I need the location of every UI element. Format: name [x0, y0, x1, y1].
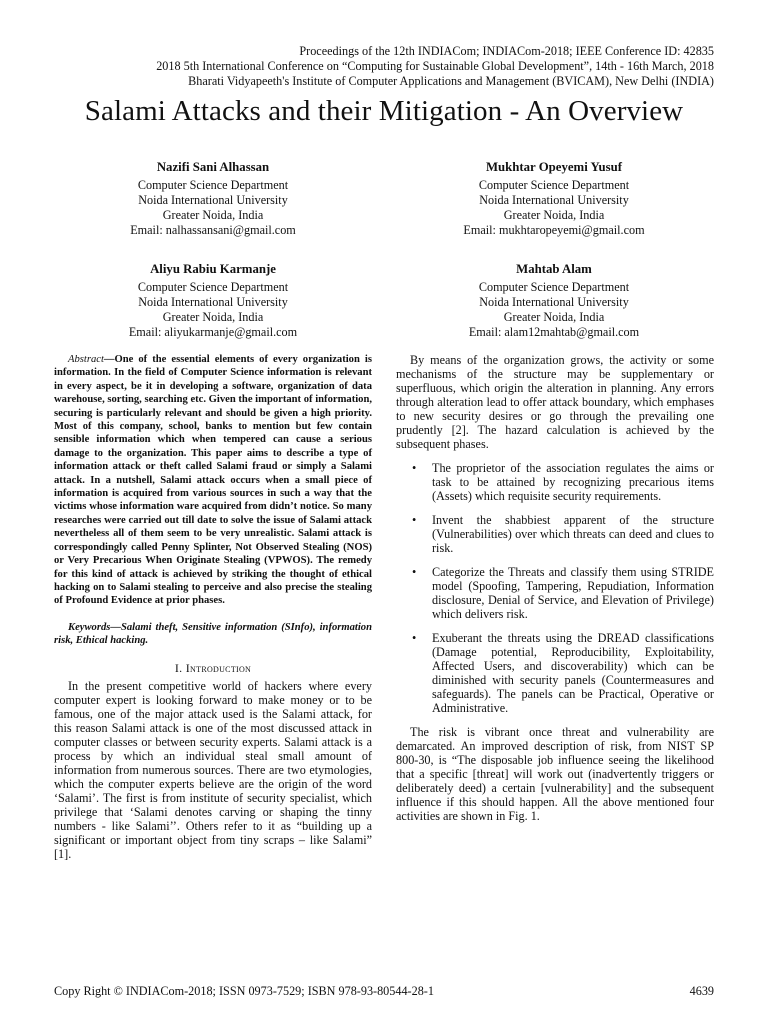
abstract-text: —One of the essential elements of every organization is information. In the field of Computer Science information is relevant in every aspect, be it in developing a software, organization of data warehouse, sorting, searching etc. Given the important of information, securing is particularly relevant and should be given a high priority. Most of this company, school, banks to mention but few contain sensible information which when tempered can cause a serious damage to the organization. This paper aims to describe a type of information attack or theft called Salami fraud or simply a Salami attack. In a nutshell, Salami attack occurs when a small piece of information is acquired from various sources in such a way that the victims whose information ware acquired from didn’t notice. So many researches were carried out till date to solve the issue of Salami attack nevertheless all of them seem to be very unrealistic. Salami attack is correspondingly called Penny Splinter, Not Observed Stealing (NOS) or Very Precarious When Originate Stealing (VPWOS). The remedy for this kind of attack is achieved by striking the thought of ethical hacking on to Salami stealing to perceive and also precise the stealing of Profound Evidence at prior phases.	[54, 354, 372, 607]
keywords: Keywords—Salami theft, Sensitive information (SInfo), information risk, Ethical hacking.	[54, 621, 372, 647]
copyright-footer: Copy Right © INDIACom-2018; ISSN 0973-7529; ISBN 978-93-80544-28-1	[54, 984, 434, 998]
list-item: • Invent the shabbiest apparent of the structure (Vulnerabilities) over which threats can deed and clues to risk.	[396, 513, 714, 555]
author-block-1	[63, 160, 363, 238]
paper-title: Salami Attacks and their Mitigation - An Overview	[84, 95, 684, 127]
header-line-2: 2018 5th International Conference on “Computing for Sustainable Global Development”, 14th - 16th March, 2018	[156, 59, 714, 73]
author-city: Greater Noida, India	[162, 208, 264, 222]
author-block-4	[404, 262, 704, 340]
author-dept: Computer Science Department	[478, 178, 630, 192]
conference-header	[34, 44, 714, 89]
author-block-3	[63, 262, 363, 340]
left-column	[54, 353, 372, 861]
author-email: Email: mukhtaropeyemi@gmail.com	[463, 223, 645, 237]
author-name: Mahtab Alam	[516, 262, 592, 276]
author-block-2	[404, 160, 704, 238]
author-city: Greater Noida, India	[503, 310, 605, 324]
author-name: Nazifi Sani Alhassan	[156, 160, 270, 174]
author-univ: Noida International University	[138, 193, 288, 207]
right-column	[396, 353, 714, 823]
author-univ: Noida International University	[479, 193, 629, 207]
author-email: Email: aliyukarmanje@gmail.com	[128, 325, 298, 339]
author-email: Email: nalhassansani@gmail.com	[130, 223, 296, 237]
author-city: Greater Noida, India	[162, 310, 264, 324]
list-item: • Exuberant the threats using the DREAD classifications (Damage potential, Reproducibility, Exploitability, Affected Users, and discoverability) which can be diminished with security panels (Countermeasures and safeguards). The panels can be Practical, Operative or Administrative.	[396, 631, 714, 715]
author-dept: Computer Science Department	[137, 280, 289, 294]
author-email: Email: alam12mahtab@gmail.com	[468, 325, 640, 339]
risk-phases-list	[396, 461, 714, 715]
author-dept: Computer Science Department	[478, 280, 630, 294]
author-univ: Noida International University	[479, 295, 629, 309]
author-name: Mukhtar Opeyemi Yusuf	[485, 160, 623, 174]
page-number: 4639	[689, 984, 714, 998]
author-city: Greater Noida, India	[503, 208, 605, 222]
abstract	[54, 353, 372, 608]
intro-paragraph: In the present competitive world of hackers where every computer expert is looking forward to make money or to be famous, one of the major attack used is the Salami attack, for this reason Salami attack is one of the most discussed attack in computer classes or between security experts. Salami attack is a process by which an individual steal small amount of information from numerous sources. There are two etymologies, which the computer experts believe are the origin of the word ‘Salami’. The first is from institute of security specialist, which privilege that ‘Salami denotes carving or shaping the tinny numbers - like Salami’’. Others refer to it as “building up a significant or important object from tiny scraps – like Salami” [1].	[54, 678, 372, 861]
author-univ: Noida International University	[138, 295, 288, 309]
author-name: Aliyu Rabiu Karmanje	[150, 262, 276, 276]
list-item: • The proprietor of the association regulates the aims or task to be attained by recognizing precarious items (Assets) which requisite security requirements.	[396, 461, 714, 503]
header-line-3: Bharati Vidyapeeth's Institute of Computer Applications and Management (BVICAM), New Delhi (INDIA)	[188, 74, 714, 88]
header-line-1: Proceedings of the 12th INDIACom; INDIACom-2018; IEEE Conference ID: 42835	[299, 44, 714, 58]
body-paragraph-2: The risk is vibrant once threat and vulnerability are demarcated. An improved description of risk, from NIST SP 800-30, is “The disposable job influence seeing the likelihood that a specific [threat] will work out (inadvertently triggers or deliberately deed) a certain [vulnerability] and the subsequent influence if this should happen. All the above mentioned four activities are shown in Fig. 1.	[396, 725, 714, 823]
author-dept: Computer Science Department	[137, 178, 289, 192]
abstract-label: Abstract	[68, 354, 104, 365]
section-heading-introduction: I. Introduction	[174, 660, 252, 675]
body-paragraph-1: By means of the organization grows, the activity or some mechanisms of the structure may be supplementary or superfluous, which origin the alteration in planning. Any errors through alteration lead to offer attack boundary, which emphases to new security desires or go through the prevailing one prudently [2]. The hazard calculation is achieved by the subsequent phases.	[396, 353, 714, 451]
list-item: • Categorize the Threats and classify them using STRIDE model (Spoofing, Tampering, Repudiation, Information disclosure, Denial of Service, and Elevation of Privilege) which delivers risk.	[396, 565, 714, 621]
